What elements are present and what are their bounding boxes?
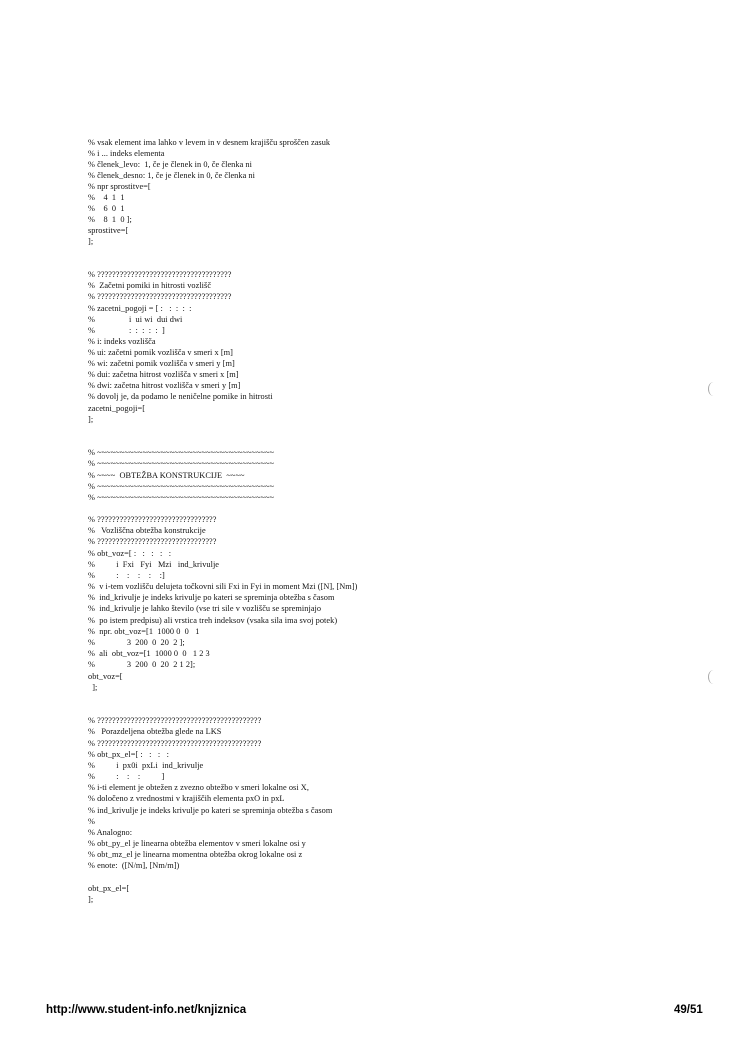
- code-line: sprostitve=[: [88, 226, 129, 235]
- code-line: obt_voz=[: [88, 672, 123, 681]
- code-line: % obt_px_el=[ : : : :: [88, 750, 169, 759]
- code-line: % obt_mz_el je linearna momentna obtežba okrog lokalne osi z: [88, 850, 303, 859]
- code-line: % i Fxi Fyi Mzi ind_krivulje: [88, 560, 220, 569]
- code-line: % ali obt_voz=[1 1000 0 0 1 2 3: [88, 649, 210, 658]
- code-line: ];: [88, 415, 94, 424]
- code-line: % Vozliščna obtežba konstrukcije: [88, 526, 206, 535]
- code-line: % 6 0 1: [88, 204, 125, 213]
- code-line: ];: [88, 237, 94, 246]
- code-line: % enote: ([N/m], [Nm/m]): [88, 861, 180, 870]
- code-line: % Analogno:: [88, 828, 133, 837]
- code-line: % dwi: začetna hitrost vozlišča v smeri y [m]: [88, 381, 241, 390]
- code-line: % dovolj je, da podamo le neničelne pomike in hitrosti: [88, 392, 273, 401]
- code-line: obt_px_el=[: [88, 884, 130, 893]
- code-line: % ~~~~~~~~~~~~~~~~~~~~~~~~~~~~~~~~~~~~~~~: [88, 448, 275, 457]
- code-line: % dui: začetna hitrost vozlišča v smeri x [m]: [88, 370, 239, 379]
- code-line: % ~~~~~~~~~~~~~~~~~~~~~~~~~~~~~~~~~~~~~~~: [88, 482, 275, 491]
- code-line: % ui: začetni pomik vozlišča v smeri x [m]: [88, 348, 233, 357]
- code-line: % 8 1 0 ];: [88, 215, 132, 224]
- code-line: % ????????????????????????????????????: [88, 292, 232, 301]
- code-line: % ????????????????????????????????: [88, 515, 217, 524]
- code-line: % 3 200 0 20 2 1 2];: [88, 660, 196, 669]
- code-line: % i-ti element je obtežen z zvezno obtežbo v smeri lokalne osi X,: [88, 783, 309, 792]
- code-line: % obt_py_el je linearna obtežba elementov v smeri lokalne osi y: [88, 839, 306, 848]
- code-line: % določeno z vrednostmi v krajiščih elementa pxO in pxL: [88, 794, 285, 803]
- code-line: % členek_levo: 1, če je členek in 0, če členka ni: [88, 160, 252, 169]
- code-line: % 4 1 1: [88, 193, 125, 202]
- code-line: % ????????????????????????????????????????????: [88, 716, 262, 725]
- code-line: % ind_krivulje je lahko število (vse tri sile v vozlišču se spreminjajo: [88, 604, 322, 613]
- code-line: % ind_krivulje je indeks krivulje po kateri se spreminja obtežba s časom: [88, 593, 335, 602]
- code-line: % ????????????????????????????????????????????: [88, 739, 262, 748]
- code-line: % i: indeks vozlišča: [88, 337, 156, 346]
- code-line: % i ui wi dui dwi: [88, 315, 183, 324]
- footer-source-link[interactable]: http://www.student-info.net/knjiznica: [46, 1004, 247, 1016]
- code-line: % wi: začetni pomik vozlišča v smeri y [m]: [88, 359, 235, 368]
- code-line: % : : : ]: [88, 772, 165, 781]
- code-line: % ind_krivulje je indeks krivulje po kateri se spreminja obtežba s časom: [88, 806, 333, 815]
- code-line: % obt_voz=[ : : : : :: [88, 549, 172, 558]
- code-line: % vsak element ima lahko v levem in v desnem krajišču sproščen zasuk: [88, 138, 331, 147]
- code-line: %: [88, 817, 95, 826]
- code-line: % ????????????????????????????????????: [88, 270, 232, 279]
- code-line: % v i-tem vozlišču delujeta točkovni sili Fxi in Fyi in moment Mzi ([N], [Nm]): [88, 582, 358, 591]
- code-line: % i px0i pxLi ind_krivulje: [88, 761, 204, 770]
- code-line: % členek_desno: 1, če je členek in 0, če členka ni: [88, 171, 255, 180]
- code-line: % 3 200 0 20 2 ];: [88, 638, 185, 647]
- code-line: % Porazdeljena obtežba glede na LKS: [88, 727, 222, 736]
- code-line: % : : : : :]: [88, 571, 165, 580]
- code-line: % ????????????????????????????????: [88, 537, 217, 546]
- code-line: % ~~~~ OBTEŽBA KONSTRUKCIJE ~~~~: [88, 471, 245, 480]
- code-line: ];: [88, 683, 98, 692]
- code-line: % npr sprostitve=[: [88, 182, 151, 191]
- code-line: % ~~~~~~~~~~~~~~~~~~~~~~~~~~~~~~~~~~~~~~~: [88, 493, 275, 502]
- code-line: % po istem predpisu) ali vrstica treh indeksov (vsaka sila ima svoj potek): [88, 616, 338, 625]
- code-line: % i ... indeks elementa: [88, 149, 165, 158]
- scan-mark-icon: [708, 382, 719, 396]
- code-line: % npr. obt_voz=[1 1000 0 0 1: [88, 627, 200, 636]
- page-number: 49/51: [674, 1004, 703, 1016]
- code-line: ];: [88, 895, 94, 904]
- code-line: % zacetni_pogoji = [ : : : : :: [88, 304, 192, 313]
- code-line: zacetni_pogoji=[: [88, 404, 146, 413]
- code-line: % ~~~~~~~~~~~~~~~~~~~~~~~~~~~~~~~~~~~~~~~: [88, 459, 275, 468]
- scan-mark-icon: [708, 670, 719, 684]
- code-line: % : : : : : ]: [88, 326, 165, 335]
- code-line: % Začetni pomiki in hitrosti vozlišč: [88, 281, 212, 290]
